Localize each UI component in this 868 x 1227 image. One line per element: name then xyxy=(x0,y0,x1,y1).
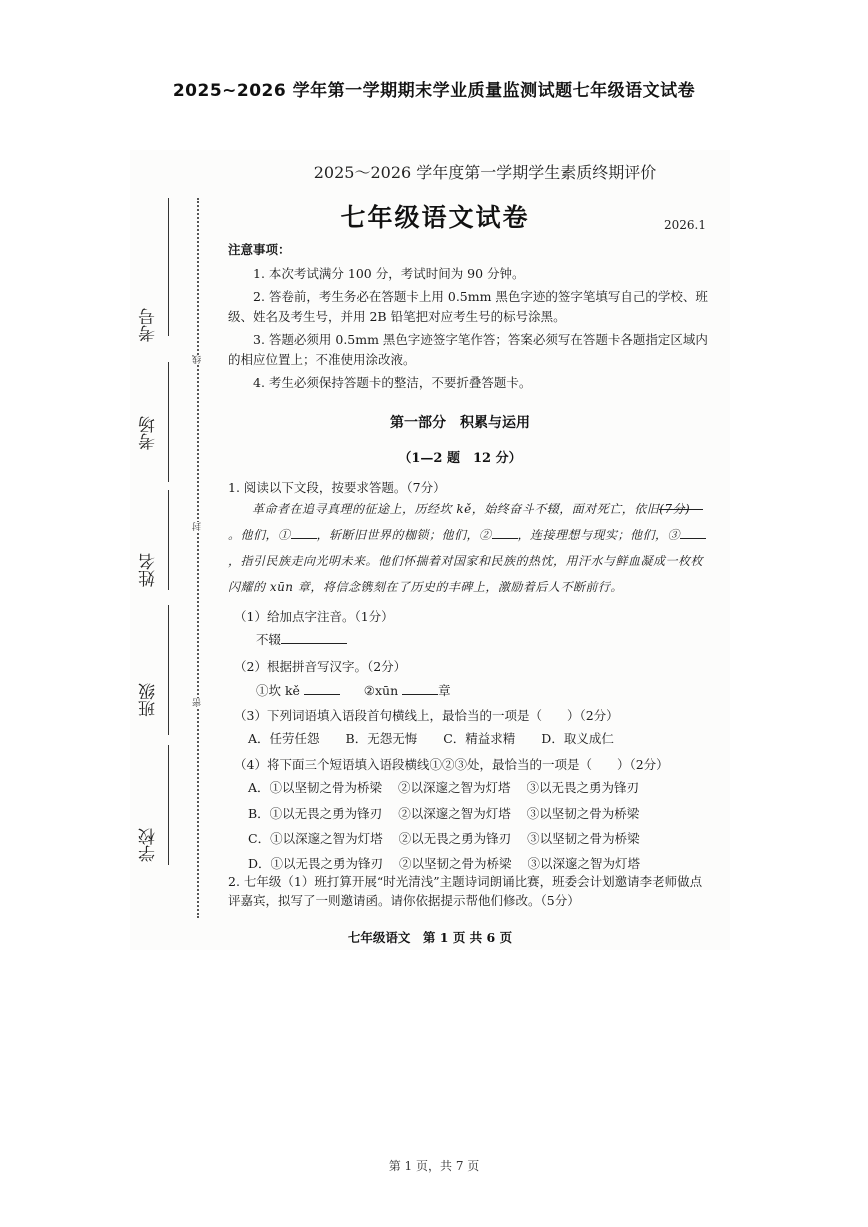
notice-item: 3. 答题必须用 0.5mm 黑色字迹签字笔作答；答案必须写在答题卡各题指定区域内的相应位置上；不准使用涂改液。 xyxy=(228,332,708,367)
notice-item: 2. 答卷前，考生务必在答题卡上用 0.5mm 黑色字迹的签字笔填写自己的学校、班级、姓名及考生号，并用 2B 铅笔把对应考生号的标号涂黑。 xyxy=(228,289,708,324)
name-line xyxy=(168,490,169,590)
answer-blank xyxy=(281,631,347,644)
notice-item: 4. 考生必须保持答题卡的整洁，不要折叠答题卡。 xyxy=(253,374,532,390)
question-1-passage: 革命者在追寻真理的征途上，历经坎 kě，始终奋斗不辍，面对死亡，依旧(7分)。他们，① ，斩断旧世界的枷锁；他们，② ，连接理想与现实；他们，③，指引民族走向光明未来。他们怀揣着对国家和民族的热忱，用汗水与鲜血凝成一枚枚闪耀的 xūn 章，将信念镌刻在了历史的丰碑上，激励着后人不断前行。 xyxy=(228,497,708,600)
school-line xyxy=(168,745,169,865)
name-label: 姓名 xyxy=(139,553,159,587)
option-c: C．精益求精 xyxy=(443,731,516,747)
school-label: 学校 xyxy=(139,828,159,862)
passage-blank xyxy=(680,526,706,539)
option-b: B．无怨无悔 xyxy=(345,731,418,747)
binding-strip xyxy=(130,150,220,950)
option-row-b: B．①以无畏之勇为锋刃 ②以深邃之智为灯塔 ③以坚韧之骨为桥梁 xyxy=(248,805,640,821)
binding-mark-line: 线 xyxy=(193,355,203,364)
exam-no-label: 考号 xyxy=(139,308,159,342)
question-1-stem: 1. 阅读以下文段，按要求答题。（7分） xyxy=(228,480,446,495)
question-1 xyxy=(228,478,708,874)
option-a: A．任劳任怨 xyxy=(248,731,320,747)
sub-question-4: （4）将下面三个短语填入语段横线①②③处，最恰当的一项是（ ）（2分） xyxy=(234,756,669,772)
class-label: 班级 xyxy=(139,683,159,717)
passage-blank: (7分) xyxy=(659,497,703,510)
section-range: （1—2 题 12 分） xyxy=(398,451,522,466)
binding-mark-secret: 密 xyxy=(193,698,203,707)
notice-item: 1. 本次考试满分 100 分，考试时间为 90 分钟。 xyxy=(253,266,525,281)
section-title: 第一部分 积累与运用 xyxy=(390,415,530,431)
notice-heading: 注意事项： xyxy=(228,242,291,257)
class-line xyxy=(168,605,169,735)
exam-date: 2026.1 xyxy=(664,218,706,232)
passage-blank xyxy=(492,526,518,539)
sub-question-2: （2）根据拼音写汉字。（2分） xyxy=(234,659,407,675)
question-2: 2. 七年级（1）班打算开展“时光清浅”主题诗词朗诵比赛，班委会计划邀请李老师做点评嘉宾，拟写了一则邀请函。请你依据提示帮他们修改。（5分） xyxy=(228,874,703,909)
exam-no-line xyxy=(168,198,169,336)
sub-question-2-answer: ①坎 kě ②xūn 章 xyxy=(256,682,451,698)
exam-room-label: 考场 xyxy=(139,416,159,450)
answer-blank xyxy=(402,682,438,695)
sub-question-3-options xyxy=(248,729,708,748)
option-row-d: D．①以无畏之勇为锋刃 ②以坚韧之骨为桥梁 ③以深邃之智为灯塔 xyxy=(248,856,641,872)
document-page-number: 第 1 页，共 7 页 xyxy=(388,1159,480,1173)
passage-blank xyxy=(291,526,317,539)
exam-title: 七年级语文试卷 xyxy=(340,203,530,232)
option-row-c: C．①以深邃之智为灯塔 ②以无畏之勇为锋刃 ③以坚韧之骨为桥梁 xyxy=(248,830,640,846)
exam-subtitle: 2025～2026 学年度第一学期学生素质终期评价 xyxy=(313,163,657,182)
sub-question-3: （3）下列词语填入语段首句横线上，最恰当的一项是（ ）（2分） xyxy=(234,708,619,724)
option-row-a: A．①以坚韧之骨为桥梁 ②以深邃之智为灯塔 ③以无畏之勇为锋刃 xyxy=(248,780,640,796)
document-header: 2025~2026 学年第一学期期末学业质量监测试题七年级语文试卷 xyxy=(172,81,696,101)
option-d: D．取义成仁 xyxy=(541,731,614,747)
scanned-exam-page xyxy=(130,150,730,950)
binding-dotted-line xyxy=(197,198,199,918)
sub-question-1: （1）给加点字注音。（1分） xyxy=(234,608,394,624)
exam-page-footer: 七年级语文 第 1 页 共 6 页 xyxy=(347,930,513,945)
notice-list xyxy=(228,264,708,392)
binding-mark-seal: 封 xyxy=(193,522,203,531)
answer-blank xyxy=(304,682,340,695)
sub-question-1-answer: 不辍 xyxy=(256,630,708,649)
exam-room-line xyxy=(168,362,169,482)
